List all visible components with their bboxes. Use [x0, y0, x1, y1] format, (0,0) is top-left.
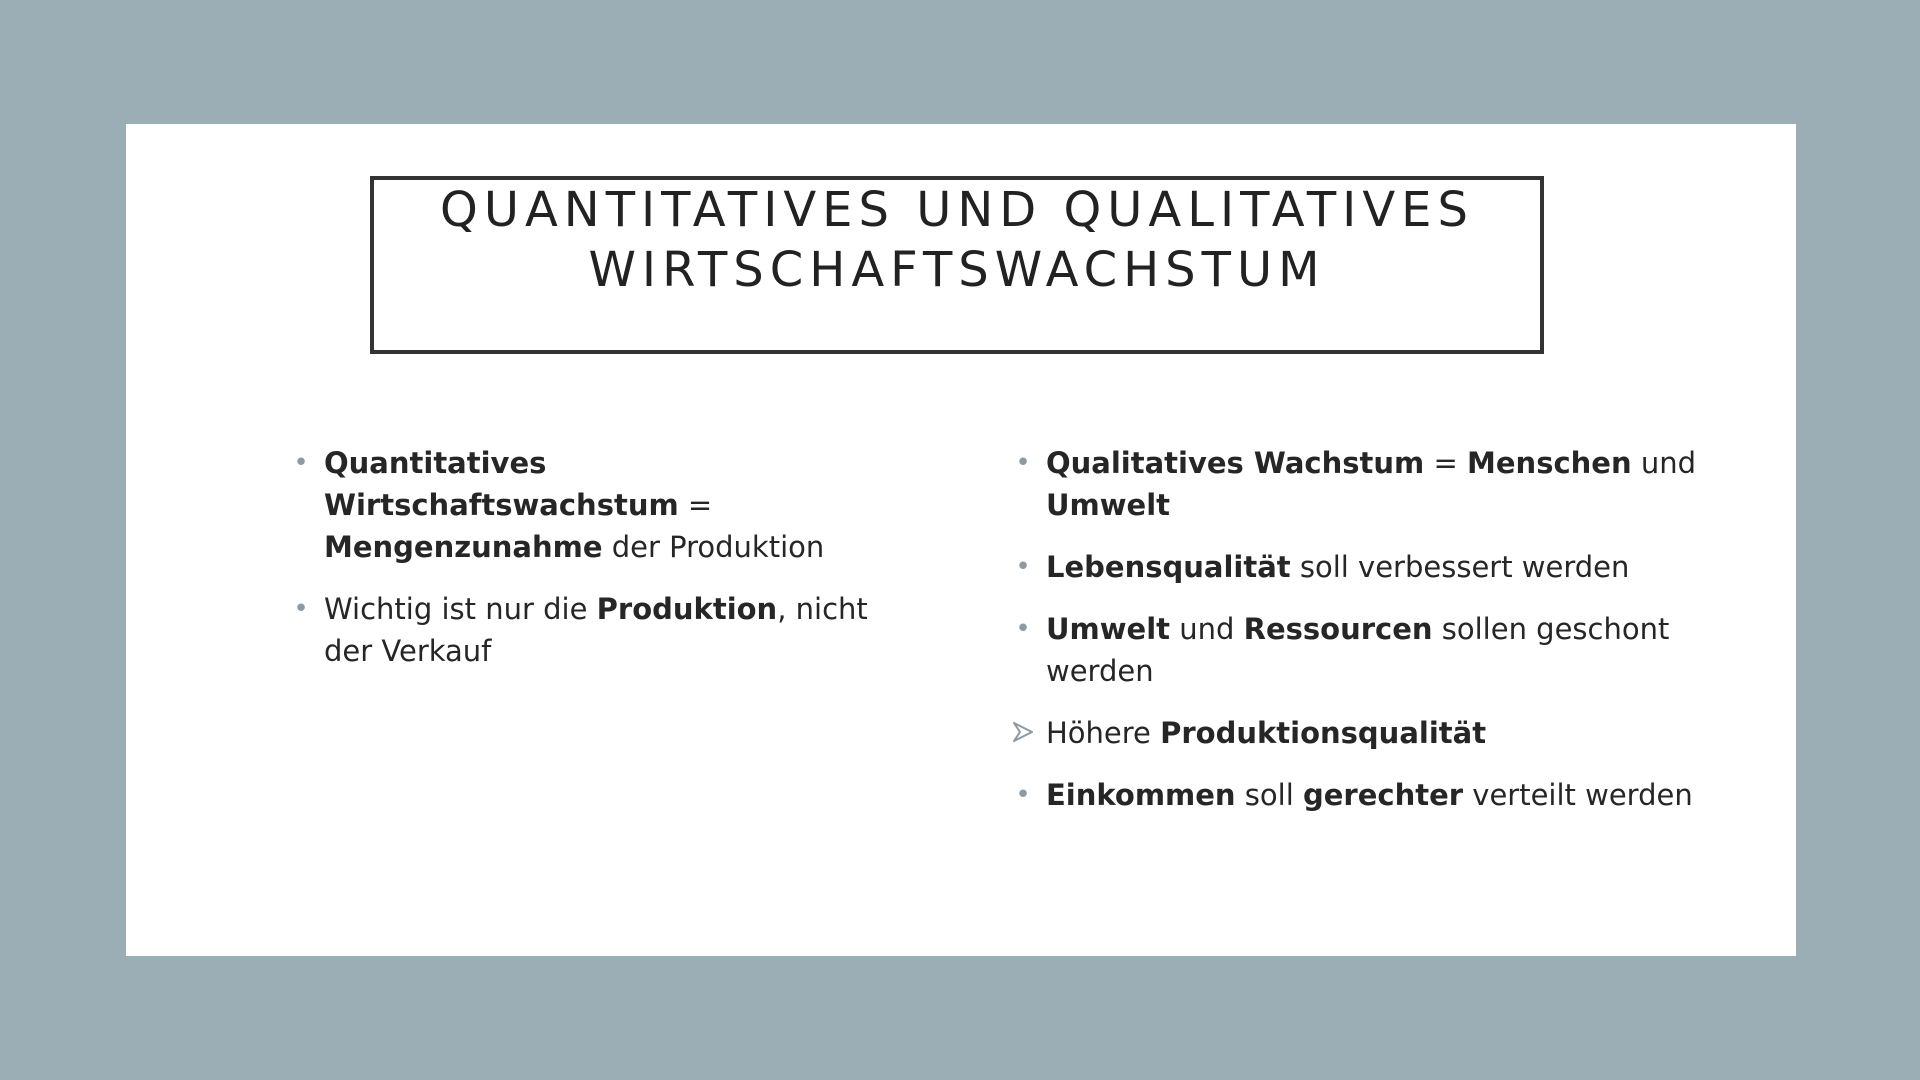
text: , nicht der Verkauf: [324, 592, 868, 668]
bold-text: Lebensqualität: [1046, 550, 1291, 584]
text: =: [678, 488, 713, 522]
right-list-item: [1010, 774, 1710, 816]
text: =: [1424, 446, 1468, 480]
text: Wichtig ist nur die: [324, 592, 597, 626]
text: der Produktion: [602, 530, 825, 564]
bold-text: Qualitatives Wachstum: [1046, 446, 1425, 480]
bold-text: Umwelt: [1046, 612, 1171, 646]
right-list-item: [1010, 712, 1710, 754]
text: soll: [1235, 778, 1303, 812]
text: und: [1631, 446, 1696, 480]
bold-text: Mengenzunahme: [324, 530, 603, 564]
left-list-item: [288, 588, 888, 672]
arrowhead-bullet-icon: [1010, 712, 1036, 754]
bold-text: Quantitatives Wirtschaftswachstum: [324, 446, 679, 522]
title-box: [370, 176, 1544, 354]
text: sollen geschont werden: [1046, 612, 1670, 688]
bold-text: Produktionsqualität: [1160, 716, 1487, 750]
left-list-item: [288, 442, 888, 568]
left-column: [288, 442, 888, 692]
bold-text: Einkommen: [1046, 778, 1236, 812]
right-bullet-list: [1010, 442, 1710, 816]
bullet-dot-icon: •: [1015, 614, 1031, 644]
text: verteilt werden: [1463, 778, 1693, 812]
right-list-item: [1010, 442, 1710, 526]
left-bullet-list: [288, 442, 888, 672]
right-list-item: [1010, 608, 1710, 692]
bold-text: Ressourcen: [1243, 612, 1433, 646]
bullet-dot-icon: •: [1015, 780, 1031, 810]
bullet-dot-icon: •: [293, 594, 309, 624]
bold-text: Produktion: [596, 592, 778, 626]
bullet-dot-icon: •: [1015, 552, 1031, 582]
bold-text: Umwelt: [1046, 488, 1171, 522]
bullet-dot-icon: •: [293, 448, 309, 478]
bold-text: Menschen: [1467, 446, 1632, 480]
slide-title-line-1: QUANTITATIVES UND QUALITATIVES: [440, 182, 1474, 238]
text: soll verbessert werden: [1290, 550, 1630, 584]
bullet-dot-icon: •: [1015, 448, 1031, 478]
text: und: [1170, 612, 1244, 646]
bold-text: gerechter: [1302, 778, 1464, 812]
slide-title-line-2: WIRTSCHAFTSWACHSTUM: [588, 242, 1326, 298]
text: Höhere: [1046, 716, 1161, 750]
slide: [126, 124, 1796, 956]
right-list-item: [1010, 546, 1710, 588]
right-column: [1010, 442, 1710, 836]
